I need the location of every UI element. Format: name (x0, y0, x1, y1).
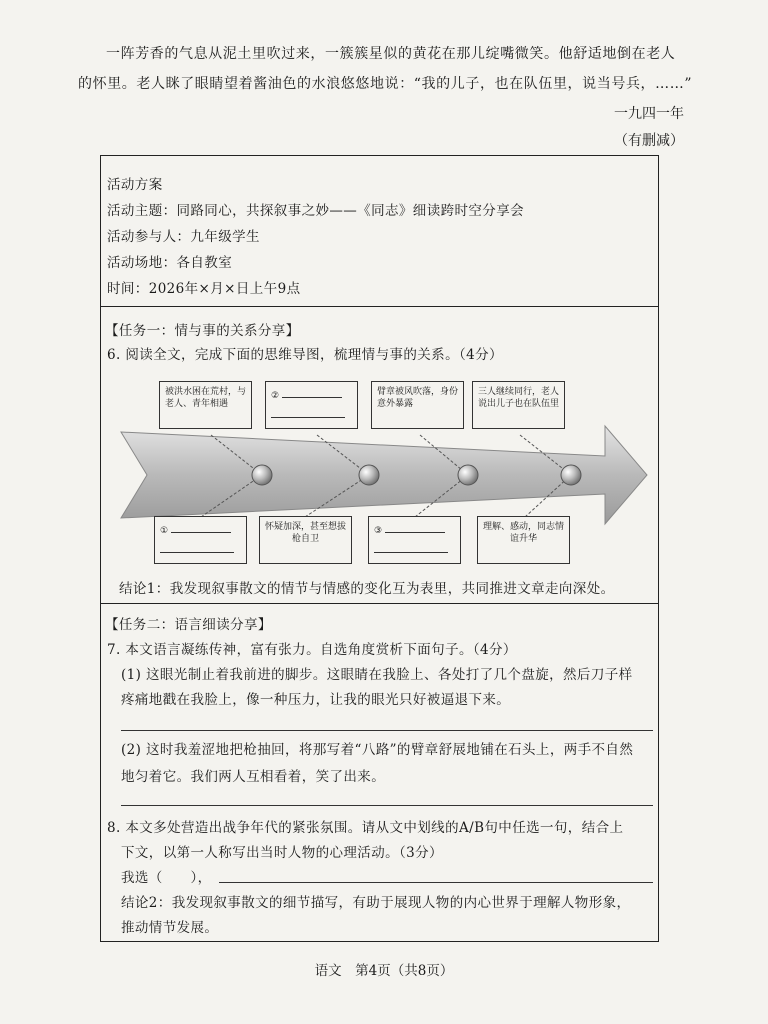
fishbone-bottom-text-2: 怀疑加深，甚至想拔枪自卫 (265, 522, 347, 544)
answer-blank-1a[interactable] (171, 521, 231, 533)
plan-venue: 活动场地：各自教室 (107, 255, 233, 271)
fishbone-top-text-3: 臂章被风吹落，身份意外暴露 (377, 387, 459, 409)
question-7-1-line-b: 疼痛地戳在我脸上，像一种压力，让我的眼光只好被逼退下来。 (121, 692, 511, 708)
fishbone-bottom-text-1: ① (160, 526, 169, 536)
fishbone-top-box-1 (159, 381, 252, 429)
section-divider-2 (101, 603, 658, 604)
answer-blank-2a[interactable] (282, 386, 342, 398)
fishbone-bottom-box-3[interactable] (368, 516, 461, 564)
plan-time: 时间：2026年×月×日上午9点 (107, 281, 301, 297)
answer-line-8[interactable] (219, 882, 653, 883)
conclusion-2-line-a: 结论2：我发现叙事散文的细节描写，有助于展现人物的内心世界于理解人物形象， (121, 895, 631, 911)
node-ball-2 (359, 465, 379, 485)
plan-title: 活动方案 (107, 177, 163, 193)
node-ball-3 (458, 465, 478, 485)
question-8-choice: 我选（ ）， (121, 870, 212, 886)
question-7-2-line-b: 地匀着它。我们两人互相看着，笑了出来。 (121, 769, 386, 785)
conclusion-1: 结论1：我发现叙事散文的情节与情感的变化互为表里，共同推进文章走向深处。 (119, 581, 615, 597)
fishbone-top-text-2: ② (271, 391, 280, 401)
question-8-line-a: 8. 本文多处营造出战争年代的紧张氛围。请从文中划线的A/B句中任选一句，结合上 (107, 820, 624, 836)
fishbone-bottom-text-4: 理解、感动，同志情谊升华 (483, 522, 565, 544)
question-7: 7. 本文语言凝练传神，富有张力。自选角度赏析下面句子。（4分） (107, 642, 517, 658)
task2-heading: 【任务二：语言细读分享】 (105, 617, 272, 633)
fishbone-bottom-box-4 (477, 516, 570, 564)
fishbone-top-text-1: 被洪水困在荒村，与老人、青年相遇 (165, 387, 247, 409)
plan-theme: 活动主题：同路同心，共探叙事之妙——《同志》细读跨时空分享会 (107, 203, 524, 219)
fishbone-bottom-text-3: ③ (374, 526, 383, 536)
question-8-line-b: 下文，以第一人称写出当时人物的心理活动。（3分） (121, 845, 443, 861)
fishbone-bottom-box-2 (259, 516, 352, 564)
node-ball-4 (561, 465, 581, 485)
passage-note: （有删减） (614, 133, 684, 149)
answer-blank-1b[interactable] (160, 541, 234, 553)
answer-line-7-1[interactable] (121, 730, 653, 731)
passage-date: 一九四一年 (614, 106, 684, 122)
question-7-2-line-a: (2) 这时我羞涩地把枪抽回，将那写着“八路”的臂章舒展地铺在石头上，两手不自然 (121, 742, 634, 758)
answer-blank-2b[interactable] (271, 406, 345, 418)
page-footer: 语文 第4页（共8页） (314, 963, 454, 979)
passage-line-1: 一阵芳香的气息从泥土里吹过来，一簇簇星似的黄花在那儿绽嘴微笑。他舒适地倒在老人 (106, 46, 676, 62)
question-7-1-line-a: (1) 这眼光制止着我前进的脚步。这眼睛在我脸上、各处打了几个盘旋，然后刀子样 (121, 667, 633, 683)
answer-blank-3a[interactable] (385, 521, 445, 533)
fishbone-top-text-4: 三人继续同行，老人说出儿子也在队伍里 (478, 387, 560, 409)
fishbone-top-box-2[interactable] (265, 381, 358, 429)
section-divider (101, 306, 658, 307)
answer-blank-3b[interactable] (374, 541, 448, 553)
passage-line-2: 的怀里。老人眯了眼睛望着酱油色的水浪悠悠地说：“我的儿子，也在队伍里，说当号兵，……” (78, 76, 693, 92)
fishbone-bottom-box-1[interactable] (154, 516, 247, 564)
fishbone-top-box-3 (371, 381, 464, 429)
task1-heading: 【任务一：情与事的关系分享】 (105, 323, 300, 339)
answer-line-7-2[interactable] (121, 805, 653, 806)
activity-plan-box (100, 155, 659, 942)
fishbone-top-box-4 (472, 381, 565, 429)
conclusion-2-line-b: 推动情节发展。 (121, 920, 219, 936)
plan-participants: 活动参与人：九年级学生 (107, 229, 260, 245)
node-ball-1 (252, 465, 272, 485)
question-6: 6. 阅读全文，完成下面的思维导图，梳理情与事的关系。（4分） (107, 347, 503, 363)
